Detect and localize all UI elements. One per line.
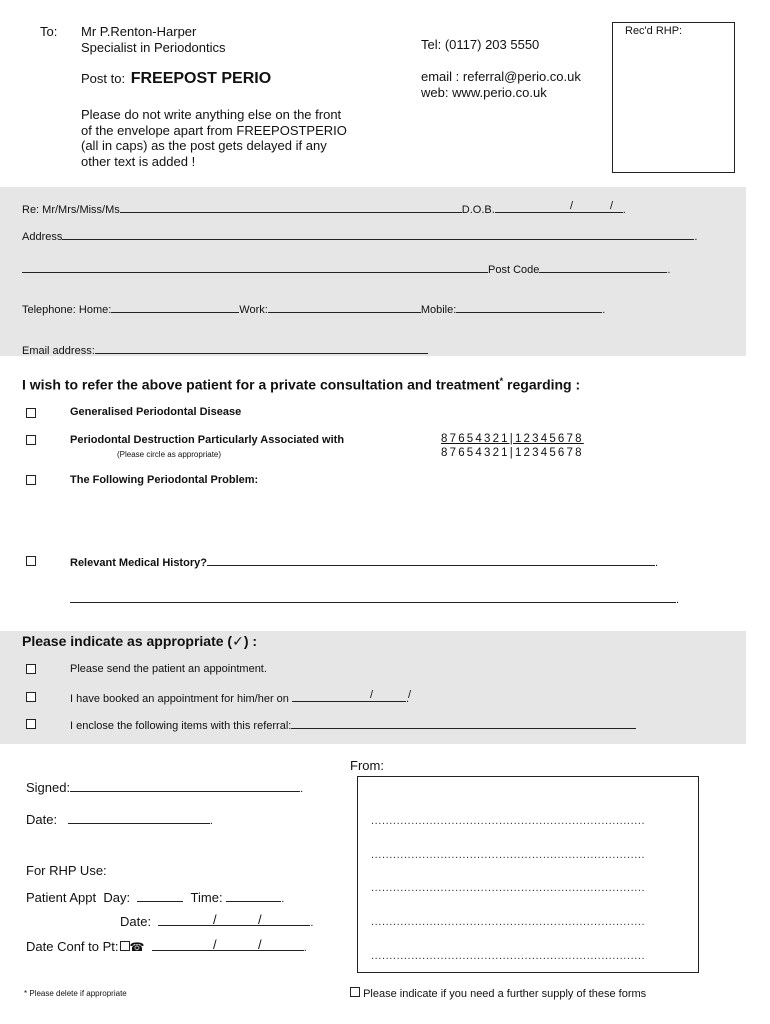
- enclose-items-row: [70, 718, 636, 732]
- mobile-label: Mobile:: [420, 304, 457, 316]
- freepost-address: FREEPOST PERIO: [130, 70, 272, 87]
- post-to-label: Post to:: [81, 71, 126, 86]
- date-conf-row: Date Conf to Pt: ☎ .: [26, 939, 307, 954]
- patient-name-field[interactable]: [120, 202, 462, 213]
- referral-heading-end: regarding :: [503, 376, 581, 393]
- teeth-lower-chart[interactable]: 87654321|12345678: [441, 447, 584, 459]
- phone-icon: ☎: [129, 940, 145, 954]
- from-line[interactable]: ...........................................................................: [371, 916, 646, 928]
- received-box[interactable]: [612, 22, 735, 173]
- dob-label: D.O.B.: [461, 204, 495, 216]
- signed-field[interactable]: [70, 779, 300, 792]
- contact-block: [421, 69, 581, 101]
- date-conf-slash: /: [213, 937, 217, 952]
- telephone-home-field[interactable]: [111, 302, 239, 313]
- booked-appointment-row: I have booked an appointment for him/her on .: [70, 693, 410, 705]
- recipient-block: [81, 24, 226, 56]
- post-to-line: [81, 70, 271, 88]
- received-label: Rec'd RHP:: [625, 25, 683, 37]
- appt-date-label: Date:: [120, 914, 152, 929]
- address-field-2[interactable]: [22, 262, 488, 273]
- postcode-field[interactable]: [539, 262, 667, 273]
- from-address-box[interactable]: [357, 776, 699, 973]
- patient-name-row: Re: Mr/Mrs/Miss/Ms D.O.B. .: [22, 204, 626, 216]
- note-line: of the envelope apart from FREEPOSTPERIO: [81, 122, 347, 138]
- rhp-use-label: For RHP Use:: [26, 863, 107, 878]
- booked-appointment-checkbox[interactable]: [26, 692, 36, 702]
- destruction-label: Periodontal Destruction Particularly Associated with: [70, 434, 345, 446]
- destruction-note: (Please circle as appropriate): [117, 450, 222, 459]
- telephone-work-label: Work:: [239, 304, 268, 316]
- date-conf-field[interactable]: [152, 938, 304, 951]
- address-field-1[interactable]: [62, 229, 694, 240]
- date-field[interactable]: [68, 811, 210, 824]
- dob-field[interactable]: [495, 202, 623, 213]
- appt-date-slash: /: [258, 912, 262, 927]
- email-address: email : referral@perio.co.uk: [421, 69, 581, 84]
- teeth-upper-chart[interactable]: 87654321|12345678: [441, 433, 584, 445]
- address-row-2: Post Code .: [22, 262, 670, 276]
- booked-date-slash: /: [408, 689, 412, 701]
- email-field[interactable]: [95, 343, 428, 354]
- medical-history-label: Relevant Medical History?: [70, 557, 207, 569]
- generalised-label: Generalised Periodontal Disease: [70, 406, 242, 418]
- recipient-name: Mr P.Renton-Harper: [81, 24, 197, 39]
- to-label: To:: [40, 24, 58, 39]
- indicate-heading: Please indicate as appropriate (✓) :: [22, 633, 258, 649]
- patient-appt-row: Patient Appt Day: Time: .: [26, 890, 285, 905]
- from-line[interactable]: ...........................................................................: [371, 849, 646, 861]
- recipient-title: Specialist in Periodontics: [81, 40, 226, 55]
- dob-slash: /: [570, 200, 574, 212]
- note-line: other text is added !: [81, 153, 196, 169]
- booked-appointment-label: I have booked an appointment for him/her on: [70, 693, 289, 705]
- enclose-items-checkbox[interactable]: [26, 719, 36, 729]
- telephone-row: Telephone: Home: Work: Mobile: .: [22, 304, 606, 316]
- booked-date-slash: /: [370, 689, 374, 701]
- send-appointment-checkbox[interactable]: [26, 664, 36, 674]
- telephone: Tel: (0117) 203 5550: [421, 37, 540, 52]
- date-label: Date:: [26, 812, 58, 827]
- patient-appt-day-label: Patient Appt Day:: [26, 890, 131, 905]
- email-label: Email address:: [22, 345, 95, 357]
- medical-history-field-1[interactable]: [207, 555, 655, 566]
- generalised-checkbox[interactable]: [26, 408, 36, 418]
- referral-heading-star: *: [499, 376, 504, 386]
- supply-request-label: Please indicate if you need a further supply of these forms: [363, 988, 647, 1000]
- address-label: Address: [22, 231, 63, 243]
- patient-name-label: Re: Mr/Mrs/Miss/Ms: [22, 204, 120, 216]
- signed-label: Signed:: [26, 780, 71, 795]
- medical-history-checkbox[interactable]: [26, 556, 36, 566]
- referral-heading-text: I wish to refer the above patient for a private consultation and treatment: [22, 376, 500, 393]
- footnote: * Please delete if appropriate: [24, 989, 127, 998]
- medical-history-row: Relevant Medical History? .: [70, 557, 658, 569]
- medical-history-field-2[interactable]: [70, 592, 676, 603]
- address-row: Address .: [22, 231, 698, 243]
- booked-appointment-date-field[interactable]: [292, 691, 406, 702]
- send-appointment-label: Please send the patient an appointment.: [70, 663, 267, 675]
- email-row: [22, 343, 428, 357]
- date-conf-checkbox[interactable]: [120, 941, 130, 951]
- date-row: Date: .: [26, 812, 213, 827]
- mobile-field[interactable]: [456, 302, 602, 313]
- appt-day-field[interactable]: [137, 889, 183, 902]
- supply-request-checkbox[interactable]: [350, 987, 360, 997]
- appt-time-field[interactable]: [226, 889, 281, 902]
- postcode-label: Post Code: [488, 264, 540, 276]
- appt-date-slash: /: [213, 912, 217, 927]
- medical-history-row-2: .: [70, 592, 679, 606]
- referral-heading: [22, 376, 580, 393]
- envelope-note: [81, 107, 391, 169]
- appt-date-field[interactable]: [158, 913, 310, 926]
- from-label: From:: [350, 758, 384, 773]
- enclose-items-field[interactable]: [291, 718, 636, 729]
- from-line[interactable]: ...........................................................................: [371, 882, 646, 894]
- from-line[interactable]: ...........................................................................: [371, 950, 646, 962]
- signed-row: Signed: .: [26, 780, 304, 795]
- telephone-work-field[interactable]: [268, 302, 421, 313]
- dob-slash: /: [610, 200, 614, 212]
- appt-time-label: Time:: [190, 890, 223, 905]
- from-line[interactable]: ...........................................................................: [371, 815, 646, 827]
- problem-checkbox[interactable]: [26, 475, 36, 485]
- note-line: Please do not write anything else on the front: [81, 107, 342, 122]
- website: web: www.perio.co.uk: [421, 85, 547, 100]
- date-conf-label: Date Conf to Pt:: [26, 939, 119, 954]
- date-conf-slash: /: [258, 937, 262, 952]
- telephone-home-label: Telephone: Home:: [22, 304, 112, 316]
- appt-date-row: Date: .: [120, 914, 314, 929]
- note-line: (all in caps) as the post gets delayed if any: [81, 138, 327, 153]
- destruction-checkbox[interactable]: [26, 435, 36, 445]
- problem-label: The Following Periodontal Problem:: [70, 474, 259, 486]
- enclose-items-label: I enclose the following items with this referral:: [70, 720, 292, 732]
- supply-request-row: [350, 987, 646, 1000]
